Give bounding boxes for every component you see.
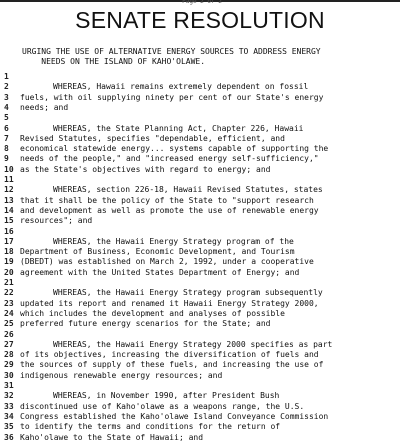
subject-line: URGING THE USE OF ALTERNATIVE ENERGY SOURCES TO ADDRESS ENERGY [22, 47, 321, 56]
numbered-line [0, 422, 400, 432]
line-number: 3 [4, 92, 9, 102]
line-text: Congress established the Kaho'olawe Island Conveyance Commission [20, 411, 329, 421]
line-text: indigenous renewable energy resources; and [20, 370, 223, 380]
resolution-subject [22, 47, 392, 67]
line-text: that it shall be the policy of the State to "support research [20, 195, 314, 205]
numbered-line [0, 247, 400, 257]
numbered-line [0, 371, 400, 381]
line-number: 23 [4, 298, 14, 308]
line-number: 25 [4, 319, 14, 329]
line-text: WHEREAS, in November 1990, after President Bush [53, 391, 280, 401]
line-number: 32 [4, 391, 14, 401]
numbered-line [0, 433, 400, 443]
numbered-line [0, 154, 400, 164]
line-text: fuels, with oil supplying ninety per cent of our State's energy [20, 92, 324, 102]
numbered-line [0, 72, 400, 82]
line-text: needs; and [20, 102, 69, 112]
subject-line: NEEDS ON THE ISLAND OF KAHO'OLAWE. [22, 57, 206, 66]
numbered-line [0, 319, 400, 329]
line-text: to identify the terms and conditions for the return of [20, 422, 281, 432]
line-number: 13 [4, 195, 14, 205]
line-number: 24 [4, 308, 14, 318]
numbered-line [0, 278, 400, 288]
numbered-line [0, 124, 400, 134]
line-number: 31 [4, 381, 14, 390]
line-text: WHEREAS, the Hawaii Energy Strategy program subsequently [53, 288, 323, 298]
line-number: 34 [4, 411, 14, 421]
numbered-line [0, 288, 400, 298]
line-number: 1 [4, 72, 9, 81]
line-text: the sources of supply of these fuels, and increasing the use of [20, 360, 324, 370]
line-number: 10 [4, 164, 14, 174]
line-number: 36 [4, 432, 14, 442]
numbered-line [0, 381, 400, 391]
line-text: WHEREAS, section 226-18, Hawaii Revised Statutes, states [53, 185, 323, 195]
line-text: WHEREAS, the Hawaii Energy Strategy program of the [53, 236, 294, 246]
line-number: 5 [4, 113, 9, 123]
line-number: 11 [4, 175, 14, 184]
line-text: and development as well as promote the use of renewable energy [20, 205, 319, 215]
line-text: which includes the development and analyses of possible [20, 308, 285, 318]
line-text: WHEREAS, the State Planning Act, Chapter 226, Hawaii [53, 123, 304, 133]
numbered-line [0, 330, 400, 340]
line-text: as the State's objectives with regard to energy; and [20, 164, 271, 174]
line-number: 15 [4, 216, 14, 226]
line-text: WHEREAS, Hawaii remains extremely dependent on fossil [53, 82, 309, 92]
page-title: SENATE RESOLUTION [75, 7, 325, 33]
numbered-line [0, 350, 400, 360]
numbered-line [0, 175, 400, 185]
line-number: 28 [4, 350, 14, 360]
numbered-line [0, 268, 400, 278]
line-text: Department of Business, Economic Development, and Tourism [20, 247, 295, 257]
numbered-line [0, 206, 400, 216]
numbered-line [0, 165, 400, 175]
numbered-line [0, 93, 400, 103]
line-text: discontinued use of Kaho'olawe as a weapons range, the U.S. [20, 401, 305, 411]
numbered-line [0, 103, 400, 113]
numbered-line [0, 196, 400, 206]
line-text: updated its report and renamed it Hawaii Energy Strategy 2000, [20, 298, 319, 308]
line-text: resources"; and [20, 216, 93, 226]
numbered-line [0, 412, 400, 422]
numbered-line [0, 185, 400, 195]
numbered-line [0, 216, 400, 226]
line-number: 35 [4, 422, 14, 432]
numbered-line [0, 237, 400, 247]
line-number: 2 [4, 82, 9, 92]
numbered-line [0, 257, 400, 267]
numbered-line [0, 391, 400, 401]
line-number: 7 [4, 133, 9, 143]
numbered-line [0, 144, 400, 154]
line-number: 8 [4, 144, 9, 154]
line-number: 19 [4, 257, 14, 267]
line-number: 27 [4, 339, 14, 349]
line-number: 16 [4, 226, 14, 236]
line-number: 30 [4, 370, 14, 380]
line-text: (DBEDT) was established on March 2, 1992, under a cooperative [20, 257, 314, 267]
numbered-line [0, 134, 400, 144]
line-number: 12 [4, 185, 14, 195]
line-number: 4 [4, 102, 9, 112]
line-number: 21 [4, 278, 14, 287]
line-number: 29 [4, 360, 14, 370]
line-text: Kaho'olawe to the State of Hawaii; and [20, 432, 204, 442]
numbered-line [0, 340, 400, 350]
line-text: preferred future energy scenarios for the State; and [20, 319, 271, 329]
numbered-line [0, 82, 400, 92]
line-number: 17 [4, 236, 14, 246]
line-number: 20 [4, 267, 14, 277]
numbered-line [0, 113, 400, 123]
header-mark: Page 2 of 2 [182, 0, 222, 5]
line-text: Revised Statutes, specifies "dependable, efficient, and [20, 133, 285, 143]
line-number: 6 [4, 123, 9, 133]
numbered-line [0, 309, 400, 319]
line-text: WHEREAS, the Hawaii Energy Strategy 2000 specifies as part [53, 339, 333, 349]
line-text: of its objectives, increasing the diversification of fuels and [20, 350, 319, 360]
line-number: 14 [4, 205, 14, 215]
numbered-line [0, 227, 400, 237]
line-text: needs of the people," and "increased energy self-sufficiency," [20, 154, 319, 164]
numbered-line [0, 402, 400, 412]
line-number: 18 [4, 247, 14, 257]
line-text: agreement with the United States Department of Energy; and [20, 267, 300, 277]
line-number: 22 [4, 288, 14, 298]
line-text: economical statewide energy... systems capable of supporting the [20, 144, 329, 154]
numbered-line [0, 299, 400, 309]
line-number: 26 [4, 329, 14, 339]
line-number: 33 [4, 401, 14, 411]
numbered-line [0, 360, 400, 370]
line-number: 9 [4, 154, 9, 164]
